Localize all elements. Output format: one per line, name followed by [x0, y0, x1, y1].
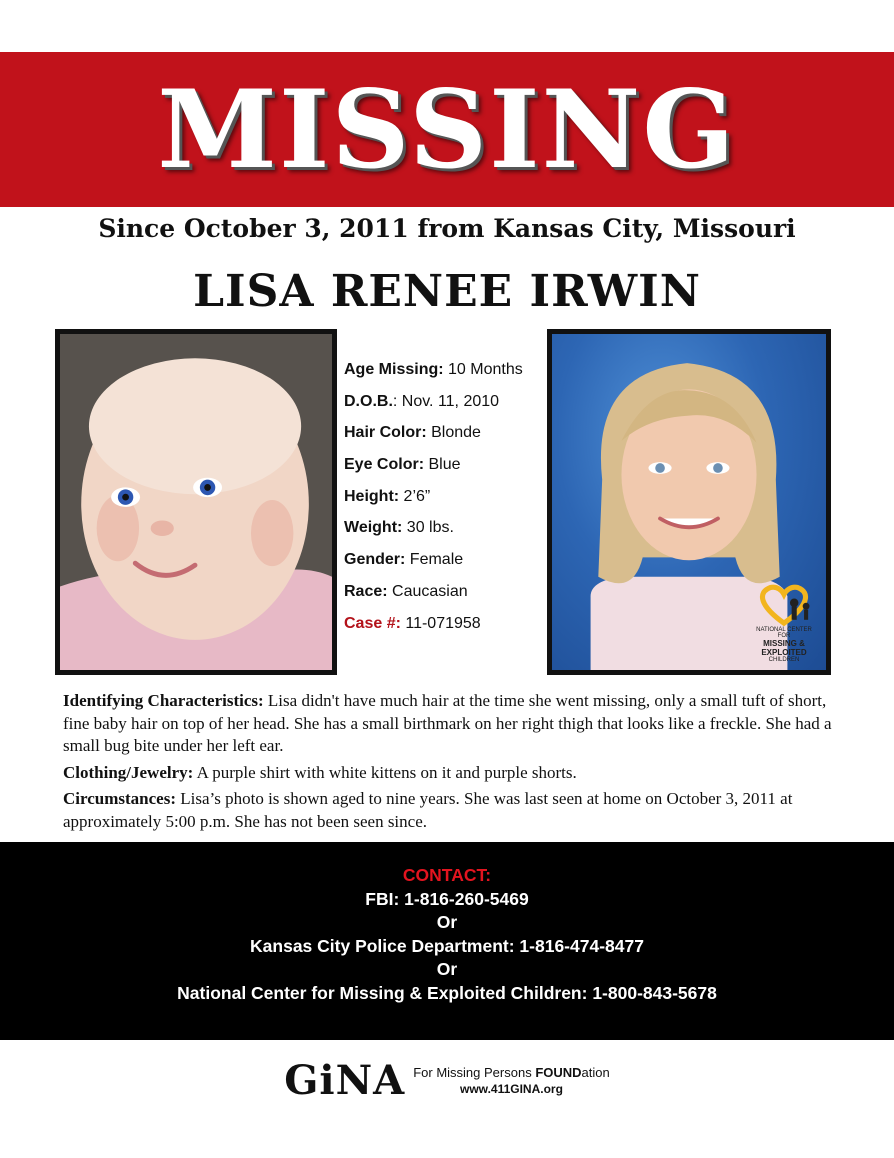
contact-fbi: FBI: 1-816-260-5469 [365, 888, 529, 909]
person-name: LISA RENEE IRWIN [193, 266, 701, 317]
contact-or: Or [436, 912, 458, 932]
fact-value: 11-071958 [400, 614, 481, 632]
circumstances-text: Lisa’s photo is shown aged to nine years. She was last seen at home on October 3, 2011 at approximately 5:00 p.m. She has not been seen since. [63, 789, 793, 831]
clothing-text: A purple shirt with white kittens on it and purple shorts. [193, 762, 577, 782]
circumstances-label: Circumstances: [63, 789, 176, 808]
fact-label: Age Missing: [344, 361, 444, 378]
gina-tagline-pre: For Missing Persons [413, 1064, 536, 1080]
fact-value: Caucasian [387, 582, 468, 600]
fact-value: 2’6” [399, 487, 431, 505]
fact-hair-color [344, 421, 544, 453]
gina-url[interactable]: www.411GINA.org [460, 1081, 563, 1096]
baby-photo [55, 329, 337, 675]
fact-value: Blue [424, 456, 461, 474]
ncmec-line-1: NATIONAL CENTER FOR [756, 626, 812, 640]
fact-race [344, 580, 544, 612]
fact-height [344, 485, 544, 517]
fact-value: Female [405, 551, 464, 569]
details-section [63, 690, 833, 837]
clothing-label: Clothing/Jewelry: [63, 762, 194, 782]
fact-age-missing [344, 358, 544, 390]
ncmec-line-3: EXPLOITED [761, 647, 807, 657]
missing-since-line: Since October 3, 2011 from Kansas City, Missouri [98, 214, 796, 243]
ncmec-logo [750, 579, 818, 664]
fact-label: Eye Color: [344, 456, 425, 474]
contact-kcpd: Kansas City Police Department: 1-816-474-8477 [250, 935, 644, 956]
contact-or: Or [436, 959, 458, 979]
fact-label: Weight: [344, 519, 403, 537]
gina-logo: GiNA [284, 1056, 406, 1104]
fact-value: Blonde [426, 424, 481, 442]
fact-gender [344, 548, 544, 580]
fact-value: 10 Months [443, 361, 523, 378]
fact-label: Hair Color: [344, 424, 427, 442]
ncmec-heart-icon [750, 579, 818, 627]
fact-dob [344, 390, 544, 422]
identifying-text: Lisa didn't have much hair at the time she went missing, only a small tuft of short, fine baby hair on top of her head. She has a small birthmark on her right thigh that looks like a freckle. She had a small bug bite under her left ear. [63, 691, 832, 755]
fact-label: D.O.B. [344, 392, 393, 410]
baby-portrait-icon [60, 334, 332, 670]
fact-weight [344, 516, 544, 548]
contact-ncmec: National Center for Missing & Exploited Children: 1-800-843-5678 [177, 982, 717, 1003]
gina-tagline [413, 1065, 610, 1080]
banner-title: MISSING [157, 66, 737, 193]
fact-label: Gender: [344, 551, 406, 569]
facts-list [344, 358, 544, 643]
clothing-jewelry [63, 762, 833, 785]
ncmec-line-4: CHILDREN [768, 657, 800, 664]
fact-label: Case #: [344, 614, 401, 632]
circumstances [63, 788, 833, 833]
age-progressed-photo [547, 329, 831, 675]
gina-tagline-block [413, 1065, 610, 1096]
fact-value: : Nov. 11, 2010 [392, 392, 500, 410]
gina-tagline-bold: FOUND [535, 1064, 582, 1080]
fact-label: Race: [344, 582, 388, 600]
fact-eye-color [344, 453, 544, 485]
missing-banner [0, 52, 894, 207]
contact-section [0, 842, 894, 1040]
gina-tagline-post: ation [581, 1064, 610, 1080]
identifying-label: Identifying Characteristics: [63, 691, 264, 710]
fact-label: Height: [344, 487, 400, 505]
ncmec-line-2: MISSING & [763, 638, 805, 648]
contact-heading: CONTACT: [402, 865, 492, 885]
fact-value: 30 lbs. [402, 519, 454, 537]
identifying-characteristics [63, 690, 833, 758]
footer [0, 1050, 894, 1110]
fact-case-number [344, 612, 544, 644]
